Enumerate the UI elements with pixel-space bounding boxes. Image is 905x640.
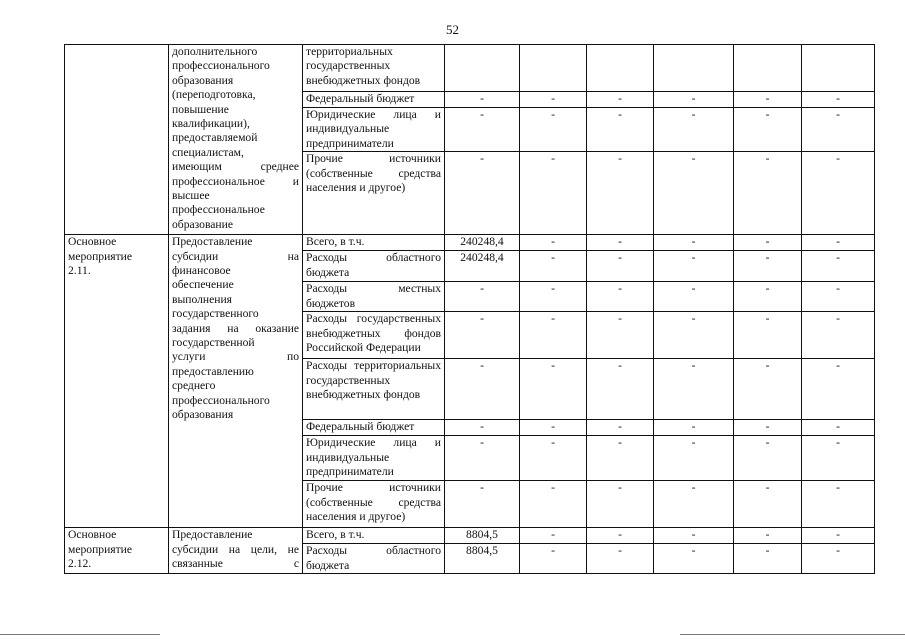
text-line: (переподготовка, — [172, 88, 256, 102]
text-line: мероприятие — [68, 542, 133, 556]
amount-cell: - — [445, 359, 520, 420]
dash-cell: - — [587, 108, 654, 152]
dash-cell: - — [587, 528, 654, 544]
dash-cell: - — [587, 481, 654, 528]
source-label: Федеральный бюджет — [303, 420, 445, 436]
dash-cell: - — [802, 312, 875, 359]
text-line: финансовое — [172, 264, 231, 278]
dash-cell: - — [520, 312, 587, 359]
text-line: Основное — [68, 528, 117, 542]
dash-cell: - — [654, 92, 734, 108]
budget-table — [64, 44, 875, 574]
dash-cell: - — [654, 312, 734, 359]
text-line: предоставляемой — [172, 131, 258, 145]
dash-cell: - — [587, 420, 654, 436]
dash-cell — [734, 45, 802, 92]
dash-cell: - — [734, 436, 802, 481]
amount-cell: - — [445, 282, 520, 312]
amount-cell: - — [445, 420, 520, 436]
source-label: Расходы областного бюджета — [303, 251, 445, 282]
dash-cell: - — [734, 359, 802, 420]
dash-cell: - — [734, 92, 802, 108]
dash-cell: - — [520, 282, 587, 312]
amount-cell: 240248,4 — [445, 251, 520, 282]
dash-cell: - — [520, 528, 587, 544]
dash-cell: - — [520, 251, 587, 282]
text-line: государственной — [172, 336, 255, 350]
source-label: Юридические лица и индивидуальные предприниматели — [303, 108, 445, 152]
text-line: субсидии на — [172, 249, 299, 263]
text-line: связанные с — [172, 557, 299, 571]
dash-cell: - — [802, 359, 875, 420]
measure-title-empty — [65, 45, 169, 235]
page-edge-line — [0, 634, 160, 635]
dash-cell: - — [734, 108, 802, 152]
text-line: предоставлению — [172, 364, 254, 378]
dash-cell: - — [734, 282, 802, 312]
text-line: специалистам, — [172, 145, 244, 159]
text-line: повышение — [172, 102, 229, 116]
amount-cell: - — [445, 108, 520, 152]
amount-cell: - — [445, 436, 520, 481]
table-body — [65, 45, 875, 574]
dash-cell: - — [520, 420, 587, 436]
dash-cell: - — [802, 420, 875, 436]
dash-cell — [587, 45, 654, 92]
dash-cell: - — [520, 92, 587, 108]
text-line: 2.11. — [68, 264, 91, 278]
source-label: Расходы местных бюджетов — [303, 282, 445, 312]
dash-cell: - — [734, 481, 802, 528]
source-label: Расходы государственных внебюджетных фондов Российской Федерации — [303, 312, 445, 359]
dash-cell: - — [520, 544, 587, 574]
dash-cell: - — [802, 544, 875, 574]
dash-cell — [802, 45, 875, 92]
dash-cell: - — [654, 282, 734, 312]
dash-cell: - — [802, 528, 875, 544]
text-line: профессиональное и — [172, 174, 299, 188]
text-line: образования — [172, 73, 234, 87]
text-line: 2.12. — [68, 557, 92, 571]
text-line: образование — [172, 217, 233, 231]
dash-cell: - — [734, 544, 802, 574]
dash-cell: - — [587, 312, 654, 359]
source-label: Федеральный бюджет — [303, 92, 445, 108]
text-line: высшее — [172, 189, 210, 203]
source-label: Юридические лица и индивидуальные предприниматели — [303, 436, 445, 481]
amount-cell: 8804,5 — [445, 528, 520, 544]
dash-cell: - — [802, 152, 875, 235]
amount-cell: - — [445, 152, 520, 235]
dash-cell: - — [802, 481, 875, 528]
text-line: мероприятие — [68, 249, 133, 263]
dash-cell: - — [802, 251, 875, 282]
text-line: профессионального — [172, 59, 270, 73]
table-row — [65, 528, 875, 544]
dash-cell: - — [520, 436, 587, 481]
source-label: территориальных государственных внебюджетных фондов — [303, 45, 445, 92]
dash-cell: - — [654, 152, 734, 235]
dash-cell: - — [587, 436, 654, 481]
dash-cell: - — [654, 436, 734, 481]
table-row — [65, 45, 875, 92]
text-line: услуги по — [172, 350, 299, 364]
dash-cell — [654, 45, 734, 92]
text-line: государственного — [172, 307, 259, 321]
dash-cell: - — [654, 235, 734, 251]
text-line: профессиональное — [172, 203, 265, 217]
source-label: Прочие источники (собственные средства населения и другое) — [303, 152, 445, 235]
text-line: субсидии на цели, не — [172, 542, 299, 556]
dash-cell: - — [587, 359, 654, 420]
dash-cell: - — [587, 282, 654, 312]
measure-description — [169, 235, 303, 528]
text-line: Предоставление — [172, 235, 253, 249]
dash-cell: - — [587, 544, 654, 574]
amount-cell: 8804,5 — [445, 544, 520, 574]
measure-description — [169, 528, 303, 574]
text-line: задания на оказание — [172, 321, 299, 335]
dash-cell: - — [654, 108, 734, 152]
text-line: квалификации), — [172, 117, 250, 131]
dash-cell: - — [734, 235, 802, 251]
source-label: Всего, в т.ч. — [303, 528, 445, 544]
measure-title — [65, 528, 169, 574]
dash-cell: - — [587, 92, 654, 108]
text-line: дополнительного — [172, 45, 258, 58]
dash-cell: - — [520, 235, 587, 251]
amount-cell: 240248,4 — [445, 235, 520, 251]
source-label: Прочие источники (собственные средства населения и другое) — [303, 481, 445, 528]
dash-cell: - — [654, 544, 734, 574]
page-number: 52 — [446, 22, 459, 37]
text-line: среднего — [172, 379, 216, 393]
dash-cell: - — [802, 92, 875, 108]
amount-cell: - — [445, 92, 520, 108]
dash-cell: - — [654, 251, 734, 282]
text-line: Основное — [68, 235, 117, 249]
dash-cell: - — [734, 312, 802, 359]
dash-cell — [520, 45, 587, 92]
text-line: Предоставление — [172, 528, 253, 542]
page-edge-line — [680, 634, 905, 635]
dash-cell: - — [520, 481, 587, 528]
dash-cell: - — [520, 108, 587, 152]
dash-cell: - — [802, 282, 875, 312]
dash-cell: - — [654, 528, 734, 544]
text-line: обеспечение — [172, 278, 234, 292]
measure-title — [65, 235, 169, 528]
dash-cell: - — [734, 152, 802, 235]
dash-cell: - — [587, 235, 654, 251]
table-row — [65, 235, 875, 251]
dash-cell: - — [654, 420, 734, 436]
dash-cell: - — [802, 108, 875, 152]
source-label: Всего, в т.ч. — [303, 235, 445, 251]
source-label: Расходы территориальных государственных внебюджетных фондов — [303, 359, 445, 420]
dash-cell: - — [587, 152, 654, 235]
dash-cell: - — [654, 481, 734, 528]
dash-cell: - — [802, 235, 875, 251]
text-line: профессионального — [172, 393, 270, 407]
dash-cell: - — [734, 251, 802, 282]
text-line: образования — [172, 408, 234, 422]
source-label: Расходы областного бюджета — [303, 544, 445, 574]
dash-cell: - — [654, 359, 734, 420]
measure-description — [169, 45, 303, 235]
text-line: имеющим среднее — [172, 160, 299, 174]
dash-cell: - — [520, 152, 587, 235]
dash-cell: - — [520, 359, 587, 420]
amount-cell: - — [445, 312, 520, 359]
dash-cell: - — [587, 251, 654, 282]
amount-cell: - — [445, 481, 520, 528]
amount-cell — [445, 45, 520, 92]
dash-cell: - — [734, 528, 802, 544]
dash-cell: - — [734, 420, 802, 436]
dash-cell: - — [802, 436, 875, 481]
text-line: выполнения — [172, 292, 232, 306]
